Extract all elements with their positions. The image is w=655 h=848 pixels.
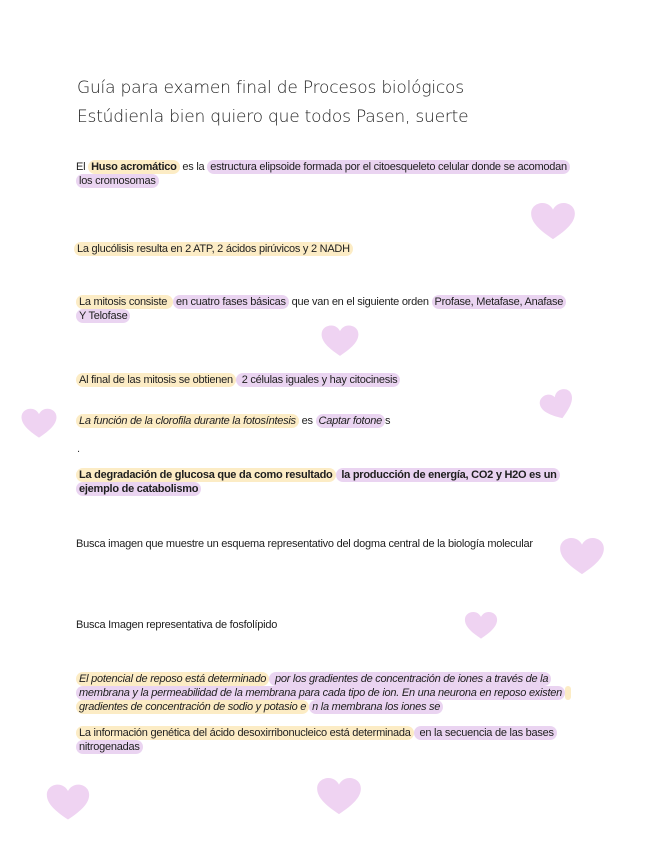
heart-icon xyxy=(20,406,58,442)
highlight-text: La información genética del ácido desoxirribonucleico está determinada xyxy=(76,726,414,740)
highlight-text: La glucólisis resulta en 2 ATP, 2 ácidos pirúvicos y 2 NADH xyxy=(74,242,353,256)
page-title: Guía para examen final de Procesos biológicos xyxy=(77,78,464,98)
highlight-text: El potencial de reposo está determinado xyxy=(76,672,269,686)
paragraph-huso-acromatico xyxy=(76,160,576,188)
paragraph-informacion-genetica xyxy=(76,726,576,754)
highlight-text: 2 células iguales y hay citocinesis xyxy=(236,373,401,387)
paragraph-potencial-reposo xyxy=(76,672,576,714)
paragraph-dogma-central: Busca imagen que muestre un esquema representativo del dogma central de la biología molecular xyxy=(76,538,533,550)
highlight-text: La función de la clorofila durante la fotosíntesis xyxy=(76,414,299,428)
paragraph-catabolismo xyxy=(76,468,576,496)
highlight-text: Captar fotone xyxy=(316,414,385,428)
highlight-definition: estructura elipsoide formada por el citoesqueleto celular donde se acomodan los cromosomas xyxy=(76,160,570,188)
highlight-text: la producción de energía, CO2 y H2O es un ejemplo de catabolismo xyxy=(76,468,560,496)
text-run: El xyxy=(76,161,89,173)
heart-icon xyxy=(558,538,606,576)
highlight-text: en cuatro fases básicas xyxy=(173,295,289,309)
heart-icon xyxy=(45,784,91,822)
text-run: es la xyxy=(179,161,208,173)
paragraph-mitosis-final xyxy=(76,373,576,387)
paragraph-fosfolipido: Busca Imagen representativa de fosfolípido xyxy=(76,619,278,631)
highlight-text: n la membrana los iones se xyxy=(309,700,443,714)
heart-icon xyxy=(320,325,360,358)
paragraph-mitosis-fases xyxy=(76,295,571,323)
highlight-text: gradientes de concentración de sodio y potasio e xyxy=(76,686,571,714)
highlight-text: La degradación de glucosa que da como resultado xyxy=(76,468,336,482)
heart-icon xyxy=(315,778,363,816)
highlight-text: La mitosis consiste xyxy=(76,295,173,309)
highlight-text: en la secuencia de las bases nitrogenadas xyxy=(76,726,557,754)
heart-icon xyxy=(528,203,578,241)
highlight-text: Profase, Metafase, Anafase Y Telofase xyxy=(76,295,566,323)
paragraph-clorofila xyxy=(76,414,576,428)
highlight-term: Huso acromático xyxy=(88,160,180,174)
stray-dot: . xyxy=(77,443,81,455)
text-run: s xyxy=(384,415,391,427)
page-subtitle: Estúdienla bien quiero que todos Pasen, suerte xyxy=(77,107,469,127)
text-run: que van en el siguiente orden xyxy=(288,296,432,308)
highlight-text: Al final de las mitosis se obtienen xyxy=(76,373,236,387)
text-run: es xyxy=(298,415,316,427)
paragraph-glucolisis xyxy=(74,242,574,256)
highlight-text: por los gradientes de concentración de iones a través de la membrana y la permeabilidad de la membrana para cada tipo de ion. En una neurona en reposo existen xyxy=(76,672,565,700)
